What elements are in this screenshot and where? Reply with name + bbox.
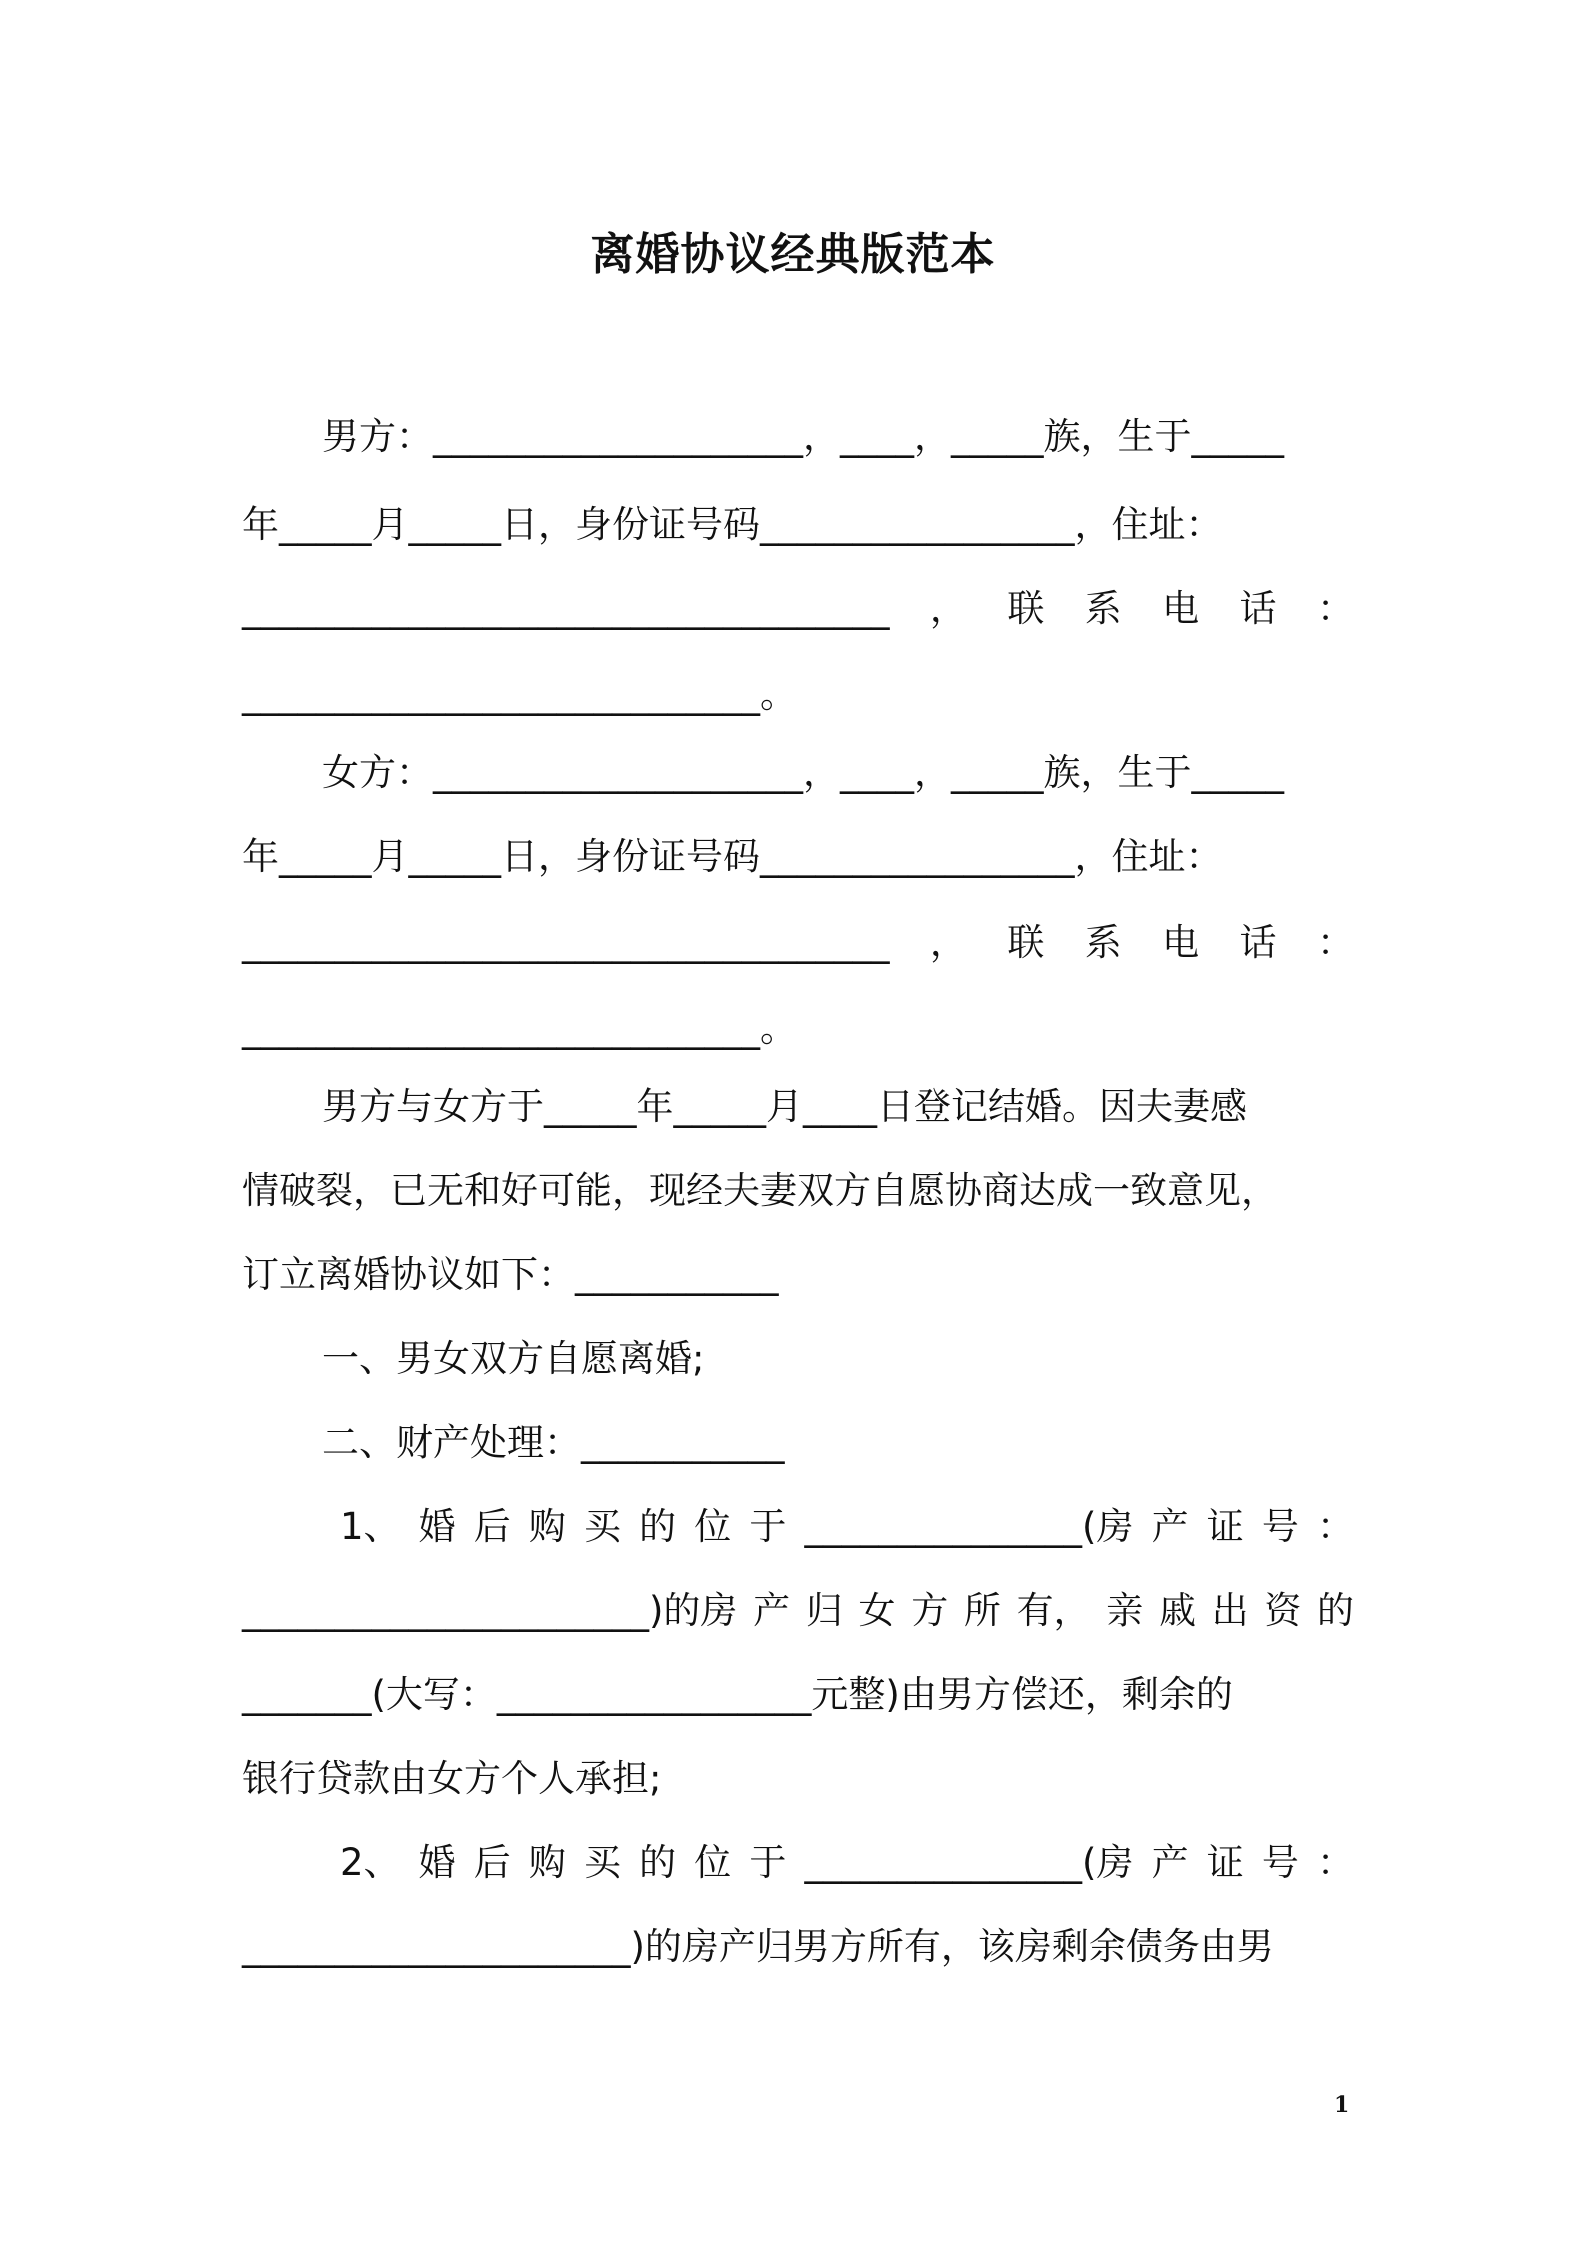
page-number: 1 [1334, 2092, 1350, 2118]
male-line-2 [242, 500, 1354, 550]
item-1-line-2 [242, 1586, 1354, 1636]
intro-line-1 [242, 1082, 1354, 1132]
female-phone-char: 话 [1239, 921, 1277, 964]
item-2-part: 后 [473, 1841, 511, 1884]
item-2-part: 婚 [418, 1841, 456, 1884]
item-2-part: 的 [639, 1841, 677, 1884]
item-2-part: 证 [1206, 1841, 1244, 1884]
item-1-part: 女 [858, 1589, 896, 1632]
item-2-part: 购 [528, 1841, 566, 1884]
item-2-line-2 [242, 1922, 1354, 1972]
female-phone-blank: ____________________________。 [242, 1007, 797, 1050]
clause-2 [242, 1418, 1354, 1468]
item-2-line-1 [242, 1838, 1354, 1888]
intro-line-2-text: 情破裂，已无和好可能，现经夫妻双方自愿协商达成一致意见， [242, 1169, 1278, 1212]
item-1-line-4-text: 银行贷款由女方个人承担; [242, 1757, 662, 1800]
item-1-part: 有， [1016, 1589, 1091, 1632]
female-phone-char: 电 [1162, 921, 1200, 964]
clause-2-text: 二、财产处理：___________ [322, 1421, 785, 1464]
item-1-part: 方 [911, 1589, 949, 1632]
male-line-3 [242, 584, 1354, 634]
item-1-line-1 [242, 1502, 1354, 1552]
male-line-2-text: 年_____月_____日，身份证号码_________________，住址： [242, 503, 1223, 546]
male-line-1 [242, 412, 1354, 462]
item-1-part: 所 [963, 1589, 1001, 1632]
item-1-part: 位 [694, 1505, 732, 1548]
female-line-4 [242, 1004, 1354, 1054]
female-phone-comma: ， [929, 921, 967, 964]
item-1-part: 的 [1317, 1589, 1354, 1632]
item-1-line-3 [242, 1670, 1354, 1720]
item-1-part: 后 [473, 1505, 511, 1548]
item-1-part: 买 [584, 1505, 622, 1548]
item-1-part: 出 [1211, 1589, 1249, 1632]
male-phone-comma: ， [929, 587, 967, 630]
item-1-part: 于 [749, 1505, 787, 1548]
item-2-part: 于 [749, 1841, 787, 1884]
item-2-part: _______________(房 [804, 1841, 1134, 1884]
item-2-part: 位 [694, 1841, 732, 1884]
item-1-part: 1、 [340, 1505, 401, 1548]
male-phone-char: 联 [1007, 587, 1045, 630]
female-address-blank: ___________________________________ [242, 921, 890, 964]
item-1-part: 归 [805, 1589, 843, 1632]
item-2-part: 买 [584, 1841, 622, 1884]
female-line-2 [242, 832, 1354, 882]
item-1-part: 购 [528, 1505, 566, 1548]
male-phone-colon: ： [1316, 587, 1354, 630]
item-1-part: 婚 [418, 1505, 456, 1548]
item-1-line-4 [242, 1754, 1354, 1804]
intro-line-3 [242, 1250, 1354, 1300]
male-address-blank: ___________________________________ [242, 587, 890, 630]
male-phone-char: 话 [1239, 587, 1277, 630]
male-line-1-text: 男方：____________________，____，_____族，生于_____ [322, 415, 1284, 458]
item-1-part: 亲 [1106, 1589, 1144, 1632]
item-2-part: 2、 [340, 1841, 401, 1884]
item-1-part: ______________________)的房 [242, 1589, 738, 1632]
clause-1-text: 一、男女双方自愿离婚; [322, 1337, 705, 1380]
item-1-part: 产 [1151, 1505, 1189, 1548]
item-1-part: _______________(房 [804, 1505, 1134, 1548]
female-line-3 [242, 918, 1354, 968]
document-title: 离婚协议经典版范本 [590, 229, 996, 280]
female-line-2-text: 年_____月_____日，身份证号码_________________，住址： [242, 835, 1223, 878]
item-1-part: 戚 [1158, 1589, 1196, 1632]
female-phone-char: 联 [1007, 921, 1045, 964]
male-line-4 [242, 670, 1354, 720]
item-1-part: 产 [753, 1589, 791, 1632]
item-1-part: ： [1316, 1505, 1354, 1548]
female-phone-char: 系 [1084, 921, 1122, 964]
item-1-part: 证 [1206, 1505, 1244, 1548]
item-2-part: ： [1316, 1841, 1354, 1884]
female-phone-colon: ： [1316, 921, 1354, 964]
female-line-1-text: 女方：____________________，____，_____族，生于_____ [322, 751, 1284, 794]
item-1-part: 资 [1264, 1589, 1302, 1632]
female-line-1 [242, 748, 1354, 798]
item-1-part: 号 [1261, 1505, 1299, 1548]
male-phone-char: 电 [1162, 587, 1200, 630]
clause-1 [242, 1334, 1354, 1384]
item-2-part: 产 [1151, 1841, 1189, 1884]
item-1-part: 的 [639, 1505, 677, 1548]
item-1-line-3-text: _______(大写：_________________元整)由男方偿还，剩余的 [242, 1673, 1233, 1716]
intro-line-3-text: 订立离婚协议如下：___________ [242, 1253, 779, 1296]
intro-line-2 [242, 1166, 1354, 1216]
intro-line-1-text: 男方与女方于_____年_____月____日登记结婚。因夫妻感 [322, 1085, 1247, 1128]
item-2-line-2-text: _____________________)的房产归男方所有，该房剩余债务由男 [242, 1925, 1274, 1968]
male-phone-char: 系 [1084, 587, 1122, 630]
male-phone-blank: ____________________________。 [242, 673, 797, 716]
item-2-part: 号 [1261, 1841, 1299, 1884]
